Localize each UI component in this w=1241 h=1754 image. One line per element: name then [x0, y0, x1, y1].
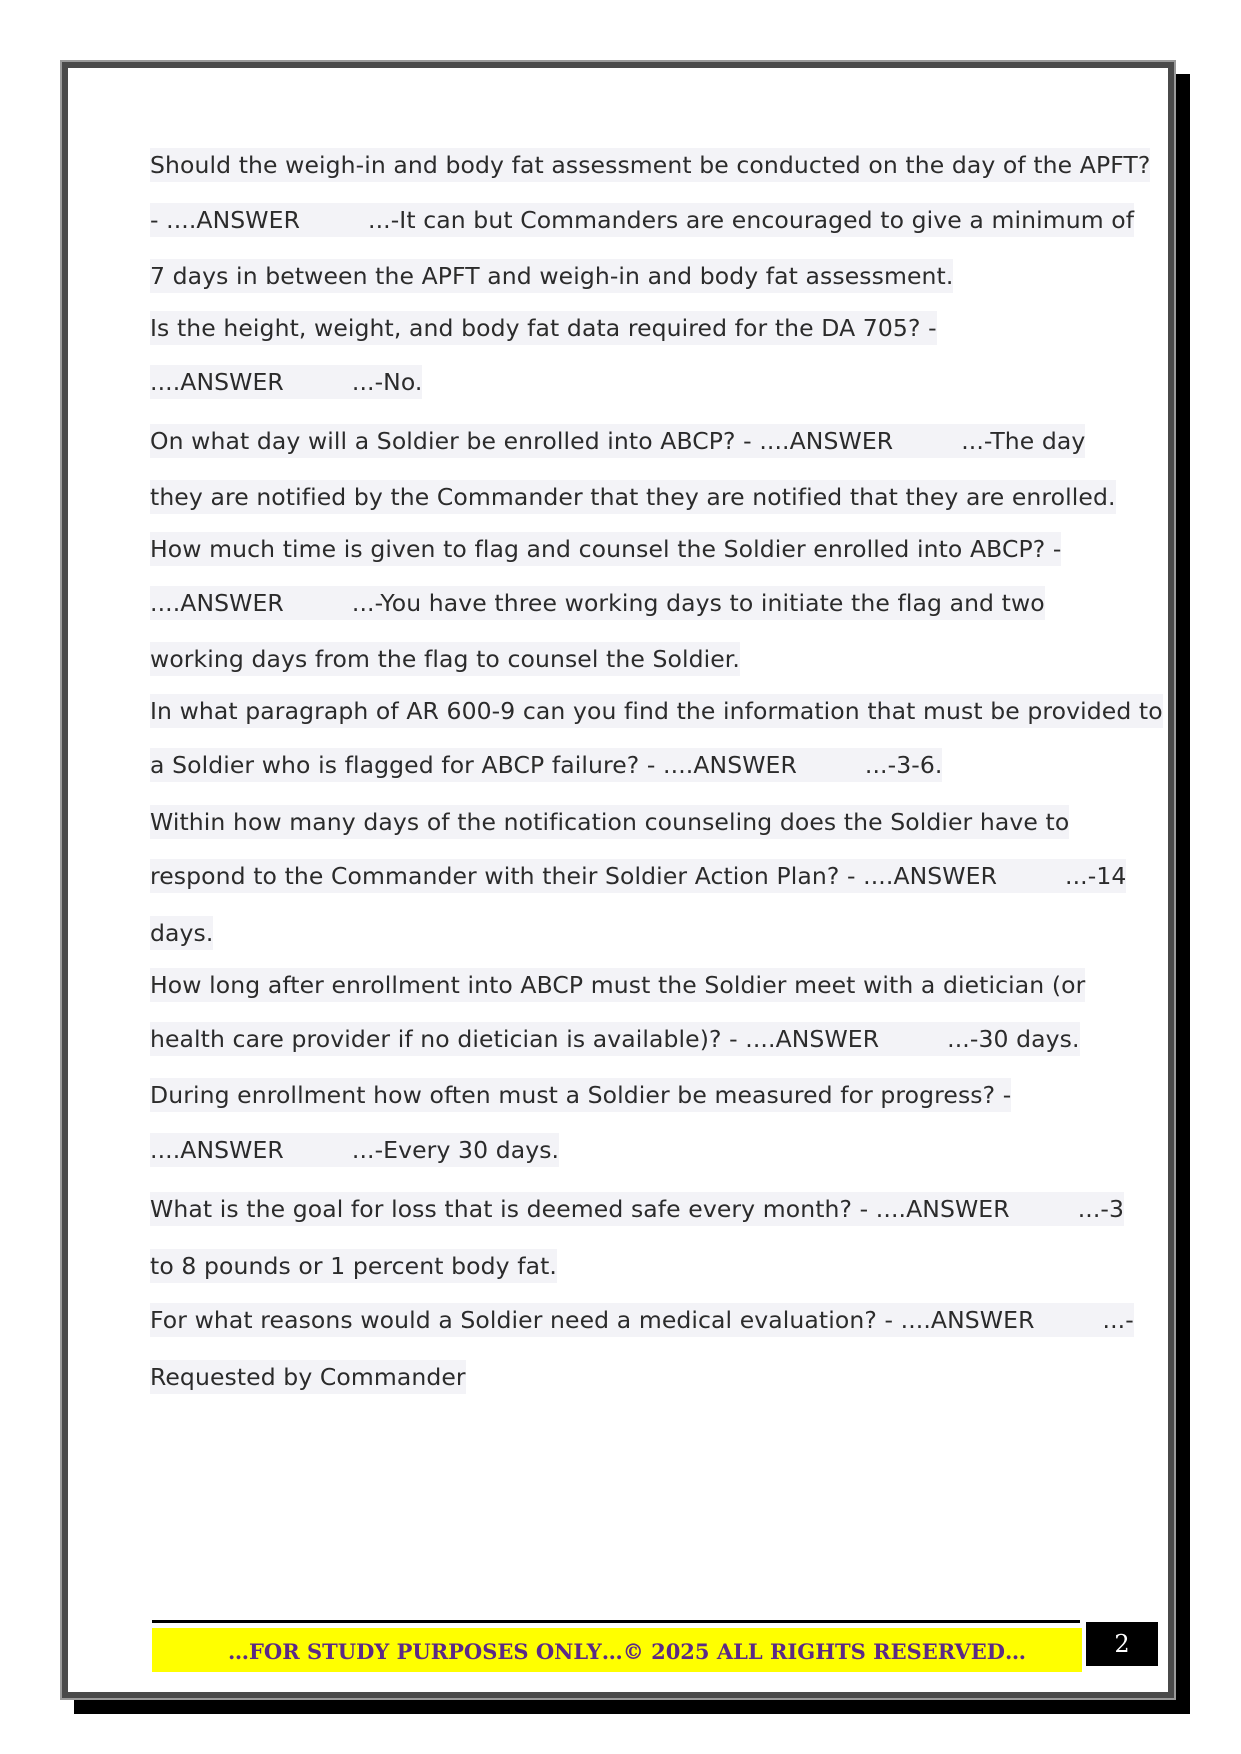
text-line: days. — [150, 916, 213, 950]
text-line: Within how many days of the notification counseling does the Soldier have to — [150, 805, 1069, 839]
text-line: they are notified by the Commander that they are notified that they are enrolled. — [150, 480, 1116, 514]
page-number: 2 — [1086, 1622, 1158, 1666]
text-line: For what reasons would a Soldier need a medical evaluation? - ....ANSWER ...- — [150, 1303, 1134, 1337]
text-line: During enrollment how often must a Soldier be measured for progress? - — [150, 1078, 1011, 1112]
footer-copyright: …FOR STUDY PURPOSES ONLY…© 2025 ALL RIGHTS RESERVED… — [152, 1628, 1082, 1672]
text-line: How much time is given to flag and counsel the Soldier enrolled into ABCP? - — [150, 532, 1061, 566]
text-line: Is the height, weight, and body fat data required for the DA 705? - — [150, 311, 937, 345]
text-line: In what paragraph of AR 600-9 can you find the information that must be provided to — [150, 694, 1163, 728]
text-line: On what day will a Soldier be enrolled into ABCP? - ....ANSWER ...-The day — [150, 424, 1085, 458]
text-line: What is the goal for loss that is deemed safe every month? - ....ANSWER ...-3 — [150, 1192, 1124, 1226]
text-line: How long after enrollment into ABCP must the Soldier meet with a dietician (or — [150, 968, 1085, 1002]
text-line: Requested by Commander — [150, 1360, 466, 1394]
text-line: 7 days in between the APFT and weigh-in and body fat assessment. — [150, 259, 953, 293]
text-line: Should the weigh-in and body fat assessment be conducted on the day of the APFT? — [150, 148, 1150, 182]
footer-divider — [152, 1620, 1080, 1623]
text-line: working days from the flag to counsel the Soldier. — [150, 642, 740, 676]
text-line: to 8 pounds or 1 percent body fat. — [150, 1249, 557, 1283]
text-line: ....ANSWER ...-Every 30 days. — [150, 1133, 559, 1167]
text-line: respond to the Commander with their Soldier Action Plan? - ....ANSWER ...-14 — [150, 859, 1126, 893]
text-line: health care provider if no dietician is available)? - ....ANSWER ...-30 days. — [150, 1022, 1080, 1056]
text-line: a Soldier who is flagged for ABCP failure? - ....ANSWER ...-3-6. — [150, 748, 942, 782]
text-line: ....ANSWER ...-No. — [150, 365, 422, 399]
text-line: - ....ANSWER ...-It can but Commanders are encouraged to give a minimum of — [150, 203, 1134, 237]
text-line: ....ANSWER ...-You have three working days to initiate the flag and two — [150, 586, 1045, 620]
